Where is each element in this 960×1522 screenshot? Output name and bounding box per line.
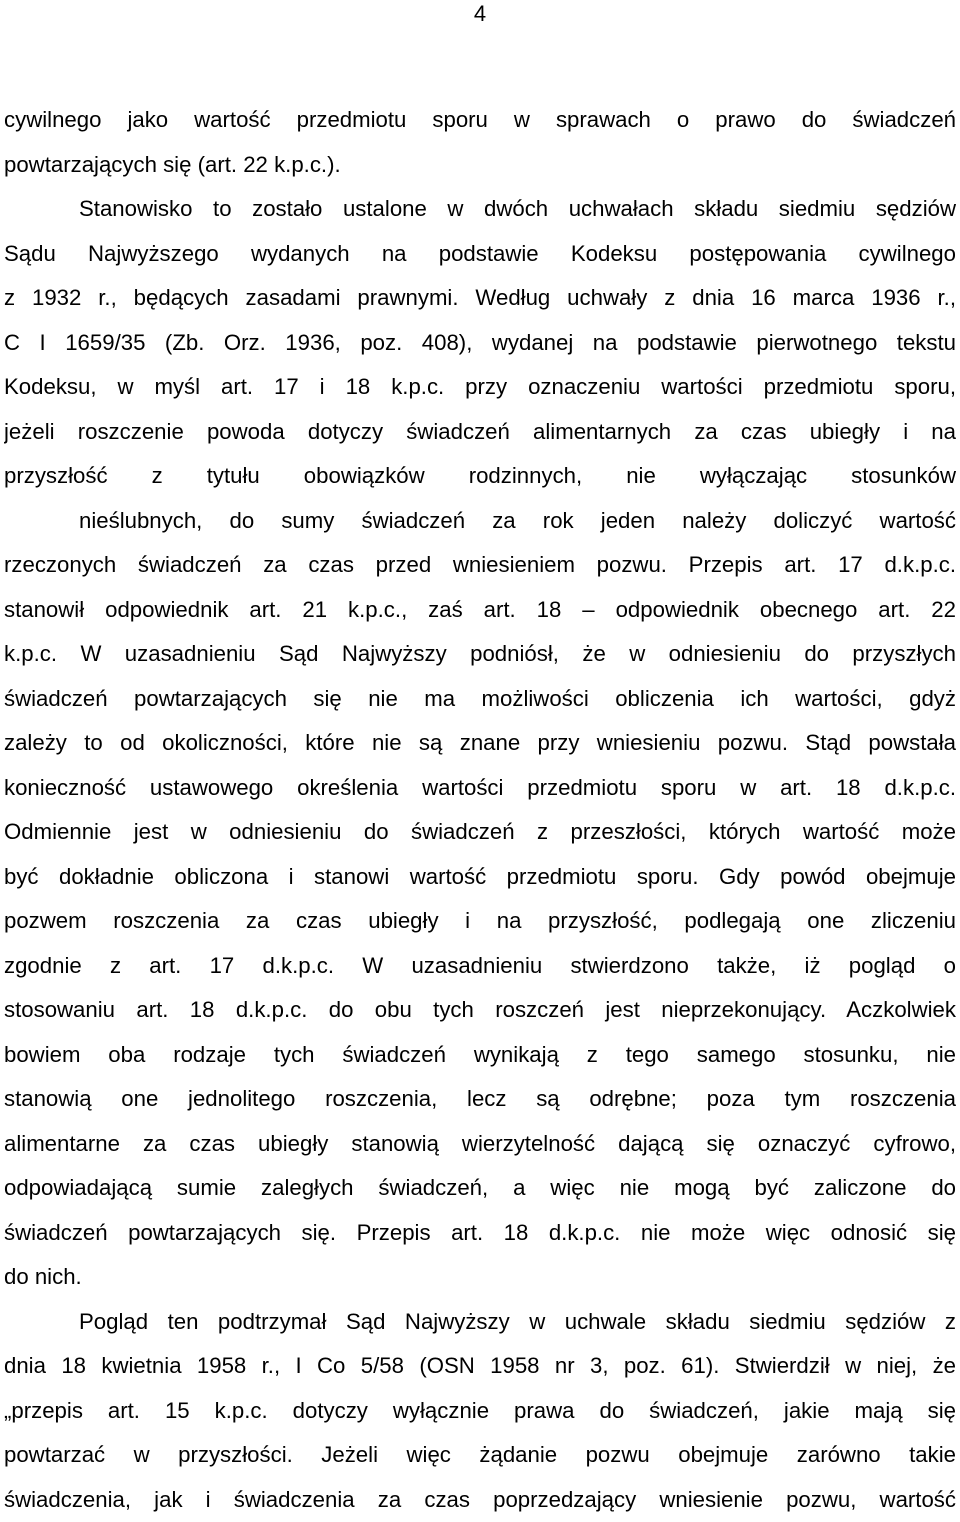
text-line: bowiem oba rodzaje tych świadczeń wynikają z tego samego stosunku, nie: [4, 1033, 956, 1078]
text-line: świadczeń powtarzających się nie ma możliwości obliczenia ich wartości, gdyż: [4, 677, 956, 722]
text-line: stanowił odpowiednik art. 21 k.p.c., zaś art. 18 – odpowiednik obecnego art. 22: [4, 588, 956, 633]
text-line: nieślubnych, do sumy świadczeń za rok jeden należy doliczyć wartość: [4, 499, 956, 544]
text-line: „przepis art. 15 k.p.c. dotyczy wyłącznie prawa do świadczeń, jakie mają się: [4, 1389, 956, 1434]
text-line: zależy to od okoliczności, które nie są znane przy wniesieniu pozwu. Stąd powstała: [4, 721, 956, 766]
text-line: konieczność ustawowego określenia wartości przedmiotu sporu w art. 18 d.k.p.c.: [4, 766, 956, 811]
text-line: cywilnego jako wartość przedmiotu sporu w sprawach o prawo do świadczeń: [4, 98, 956, 143]
text-line: powtarzać w przyszłości. Jeżeli więc żądanie pozwu obejmuje zarówno takie: [4, 1433, 956, 1478]
text-line: powtarzających się (art. 22 k.p.c.).: [4, 143, 956, 188]
text-line: dnia 18 kwietnia 1958 r., I Co 5/58 (OSN 1958 nr 3, poz. 61). Stwierdził w niej, że: [4, 1344, 956, 1389]
text-line: Odmiennie jest w odniesieniu do świadczeń z przeszłości, których wartość może: [4, 810, 956, 855]
text-line: jeżeli roszczenie powoda dotyczy świadczeń alimentarnych za czas ubiegły i na: [4, 410, 956, 455]
text-line: zgodnie z art. 17 d.k.p.c. W uzasadnieniu stwierdzono także, iż pogląd o: [4, 944, 956, 989]
text-line: C I 1659/35 (Zb. Orz. 1936, poz. 408), wydanej na podstawie pierwotnego tekstu: [4, 321, 956, 366]
text-line: stanowią one jednolitego roszczenia, lecz są odrębne; poza tym roszczenia: [4, 1077, 956, 1122]
text-line: pozwem roszczenia za czas ubiegły i na przyszłość, podlegają one zliczeniu: [4, 899, 956, 944]
text-line: rzeczonych świadczeń za czas przed wniesieniem pozwu. Przepis art. 17 d.k.p.c.: [4, 543, 956, 588]
page-number: 4: [0, 0, 960, 28]
text-line: Sądu Najwyższego wydanych na podstawie Kodeksu postępowania cywilnego: [4, 232, 956, 277]
text-line: przyszłość z tytułu obowiązków rodzinnych, nie wyłączając stosunków: [4, 454, 956, 499]
text-line: Stanowisko to zostało ustalone w dwóch uchwałach składu siedmiu sędziów: [4, 187, 956, 232]
text-line: Pogląd ten podtrzymał Sąd Najwyższy w uchwale składu siedmiu sędziów z: [4, 1300, 956, 1345]
text-line: być dokładnie obliczona i stanowi wartość przedmiotu sporu. Gdy powód obejmuje: [4, 855, 956, 900]
text-line: alimentarne za czas ubiegły stanowią wierzytelność dającą się oznaczyć cyfrowo,: [4, 1122, 956, 1167]
text-line: z 1932 r., będących zasadami prawnymi. Według uchwały z dnia 16 marca 1936 r.,: [4, 276, 956, 321]
text-line: k.p.c. W uzasadnieniu Sąd Najwyższy podniósł, że w odniesieniu do przyszłych: [4, 632, 956, 677]
text-line: Kodeksu, w myśl art. 17 i 18 k.p.c. przy oznaczeniu wartości przedmiotu sporu,: [4, 365, 956, 410]
text-line: odpowiadającą sumie zaległych świadczeń, a więc nie mogą być zaliczone do: [4, 1166, 956, 1211]
text-line: stosowaniu art. 18 d.k.p.c. do obu tych roszczeń jest nieprzekonujący. Aczkolwiek: [4, 988, 956, 1033]
text-line: świadczenia, jak i świadczenia za czas poprzedzający wniesienie pozwu, wartość: [4, 1478, 956, 1522]
document-body: [4, 98, 956, 1522]
text-line: do nich.: [4, 1255, 956, 1300]
text-line: świadczeń powtarzających się. Przepis art. 18 d.k.p.c. nie może więc odnosić się: [4, 1211, 956, 1256]
